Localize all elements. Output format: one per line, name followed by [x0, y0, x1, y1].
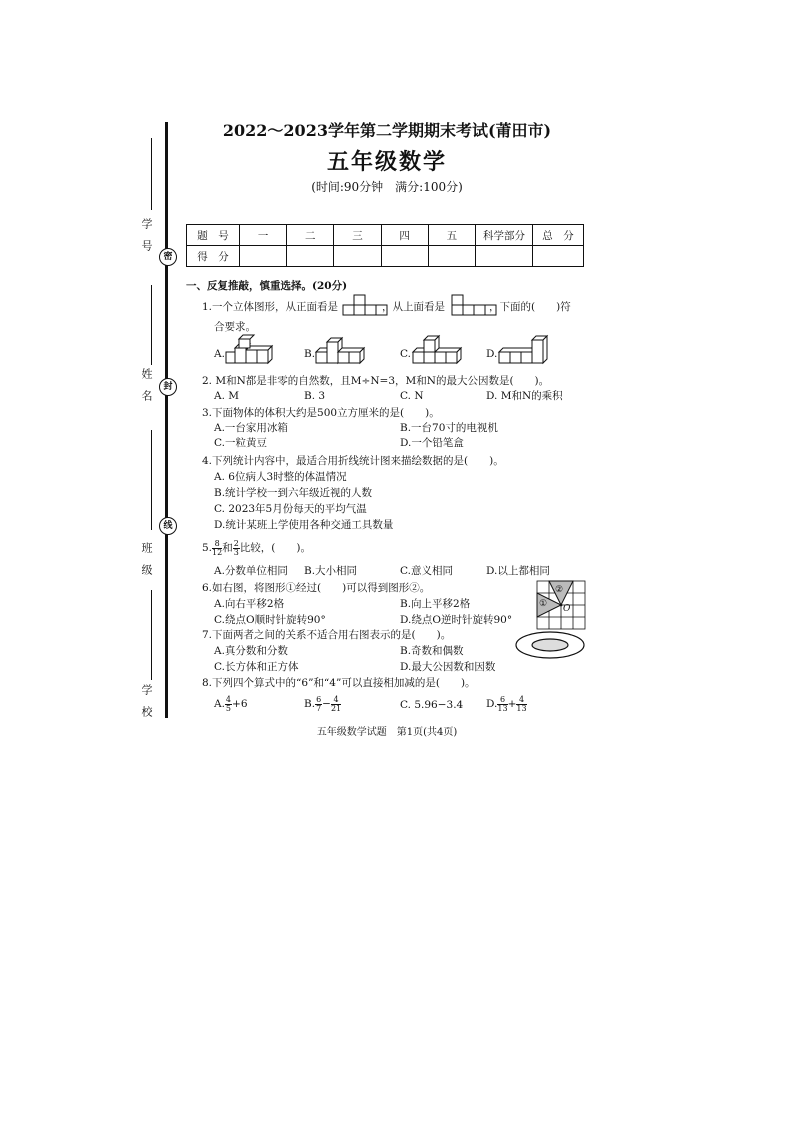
figure-1-label: ① — [539, 599, 548, 609]
score-header-cell: 一 — [240, 225, 287, 246]
score-header-cell: 题 号 — [187, 225, 240, 246]
q5-f1-numerator: 8 — [212, 540, 222, 549]
score-cell — [476, 246, 533, 267]
name-line — [151, 285, 152, 365]
score-cell — [381, 246, 428, 267]
q1-option-d-label: D. — [486, 348, 498, 360]
q8-d1-denominator: 13 — [497, 703, 508, 713]
exam-title: 2022～2023学年第二学期期末考试(莆田市) — [222, 121, 552, 140]
seal-xian: 线 — [159, 517, 177, 535]
q7-option-c: C.长方体和正方体 — [214, 661, 299, 673]
point-o-label: O — [563, 604, 571, 614]
school-label: 学 校 — [140, 684, 153, 717]
q1-option-b-figure — [316, 338, 366, 366]
q1-option-d-figure — [499, 338, 549, 366]
q5-option-d: D.以上都相同 — [486, 565, 550, 577]
q8-option-b — [304, 694, 341, 714]
q8-d-operator: + — [507, 698, 517, 710]
front-view-figure — [343, 294, 389, 316]
q8-option-d — [486, 694, 527, 714]
q8-d-label: D. — [486, 698, 498, 710]
page-footer: 五年级数学试题 第1页(共4页) — [316, 727, 458, 738]
q8-option-c: C. 5.96−3.4 — [400, 699, 464, 711]
score-header-cell: 科学部分 — [476, 225, 533, 246]
score-table — [186, 224, 584, 267]
section-1-title: 一、反复推敲，慎重选择。(20分) — [186, 280, 348, 292]
binding-line — [165, 122, 168, 718]
q8-b1-numerator: 6 — [316, 694, 322, 704]
q8-b2-denominator: 21 — [330, 703, 342, 713]
score-cell — [334, 246, 381, 267]
score-cell — [287, 246, 334, 267]
score-table-header-row — [187, 225, 584, 246]
q5-f2-numerator: 2 — [233, 538, 239, 548]
q5-f2-denominator: 3 — [233, 547, 239, 557]
q1-option-a-label: A. — [214, 348, 225, 360]
q3-option-d: D.一个铅笔盒 — [400, 437, 464, 449]
q8-d-fraction-1 — [497, 696, 507, 713]
score-header-cell: 总 分 — [533, 225, 584, 246]
score-header-cell: 四 — [381, 225, 428, 246]
q3-option-b: B.一台70寸的电视机 — [400, 422, 498, 434]
q4-option-d: D.统计某班上学使用各种交通工具数量 — [214, 519, 394, 531]
top-view-figure — [452, 294, 498, 316]
question-7: 7.下面两者之间的关系不适合用右图表示的是( )。 — [202, 629, 452, 641]
q5-option-b: B.大小相同 — [304, 565, 358, 577]
q8-d2-denominator: 13 — [516, 703, 527, 713]
q1-option-c-figure — [413, 338, 465, 366]
q7-option-b: B.奇数和偶数 — [400, 645, 464, 657]
question-1-line2: 合要求。 — [214, 321, 256, 333]
score-table-score-row — [187, 246, 584, 267]
q8-a-tail: +6 — [232, 698, 248, 710]
q5-and: 和 — [222, 542, 233, 554]
student-id-label: 学 号 — [140, 218, 153, 251]
exam-time-info: (时间:90分钟 满分:100分) — [311, 180, 463, 194]
q8-b-operator: − — [322, 698, 331, 710]
q8-b1-denominator: 7 — [316, 703, 322, 713]
q1-text-c: ，下面的( )符 — [489, 301, 571, 313]
q6-option-c: C.绕点O顺时针旋转90° — [214, 614, 326, 626]
q2-option-b: B. 3 — [304, 390, 326, 402]
q5-fraction-2 — [233, 540, 240, 557]
student-id-line — [151, 138, 152, 210]
q8-a-label: A. — [214, 698, 225, 710]
q8-d-fraction-2 — [516, 696, 526, 713]
q8-a-denominator: 5 — [225, 703, 232, 713]
venn-nested-ellipses — [514, 630, 586, 660]
q8-b-fraction-2 — [331, 696, 341, 713]
q4-option-b: B.统计学校一到六年级近视的人数 — [214, 487, 373, 499]
q8-a-numerator: 4 — [225, 694, 232, 704]
class-label: 班 级 — [140, 542, 153, 575]
q2-option-a: A. M — [214, 390, 240, 402]
q8-option-a — [214, 694, 248, 714]
q2-option-d: D. M和N的乘积 — [486, 390, 563, 402]
q5-option-a: A.分数单位相同 — [214, 565, 288, 577]
q1-text-b: ，从上面看是 — [382, 301, 446, 313]
q6-option-a: A.向右平移2格 — [214, 598, 285, 610]
q1-option-b-label: B. — [304, 348, 316, 360]
q3-option-c: C.一粒黄豆 — [214, 437, 267, 449]
figure-2-label: ② — [555, 585, 564, 595]
name-label: 姓 名 — [140, 368, 153, 401]
q7-option-a: A.真分数和分数 — [214, 645, 288, 657]
q5-fraction-1 — [212, 540, 222, 557]
question-6: 6.如右图，将图形①经过( )可以得到图形②。 — [202, 582, 431, 594]
score-row-label: 得 分 — [187, 246, 240, 267]
q2-option-c: C. N — [400, 390, 424, 402]
exam-subject: 五年级数学 — [326, 149, 447, 175]
q8-a-fraction — [225, 696, 232, 713]
q7-option-d: D.最大公因数和因数 — [400, 661, 496, 673]
score-header-cell: 二 — [287, 225, 334, 246]
q8-b-label: B. — [304, 698, 316, 710]
score-cell — [533, 246, 584, 267]
school-line — [151, 590, 152, 680]
score-header-cell: 三 — [334, 225, 381, 246]
q5-f1-denominator: 12 — [212, 547, 223, 557]
q6-option-b: B.向上平移2格 — [400, 598, 471, 610]
q1-option-a-figure — [226, 338, 272, 366]
q1-text-a: 1.一个立体图形，从正面看是 — [202, 301, 339, 313]
q5-option-c: C.意义相同 — [400, 565, 453, 577]
seal-feng: 封 — [159, 378, 177, 396]
q4-option-c: C. 2023年5月份每天的平均气温 — [214, 503, 367, 515]
class-line — [151, 430, 152, 530]
q5-tail: 比较，( )。 — [239, 542, 312, 554]
question-4: 4.下列统计内容中，最适合用折线统计图来描绘数据的是( )。 — [202, 455, 504, 467]
question-5 — [202, 538, 311, 558]
score-header-cell: 五 — [428, 225, 475, 246]
q8-d2-numerator: 4 — [516, 696, 526, 705]
seal-mi: 密 — [159, 248, 177, 266]
q8-b2-numerator: 4 — [331, 696, 341, 705]
q6-option-d: D.绕点O逆时针旋转90° — [400, 614, 513, 626]
score-cell — [428, 246, 475, 267]
q3-option-a: A.一台家用冰箱 — [214, 422, 288, 434]
question-8: 8.下列四个算式中的“6”和“4”可以直接相加减的是( )。 — [202, 677, 476, 689]
q5-number: 5. — [202, 542, 213, 554]
score-cell — [240, 246, 287, 267]
question-2: 2. M和N都是非零的自然数，且M÷N=3，M和N的最大公因数是( )。 — [202, 375, 550, 387]
question-3: 3.下面物体的体积大约是500立方厘米的是( )。 — [202, 407, 440, 419]
q8-d1-numerator: 6 — [497, 696, 507, 705]
q1-option-c-label: C. — [400, 348, 411, 360]
q4-option-a: A. 6位病人3时整的体温情况 — [214, 471, 347, 483]
